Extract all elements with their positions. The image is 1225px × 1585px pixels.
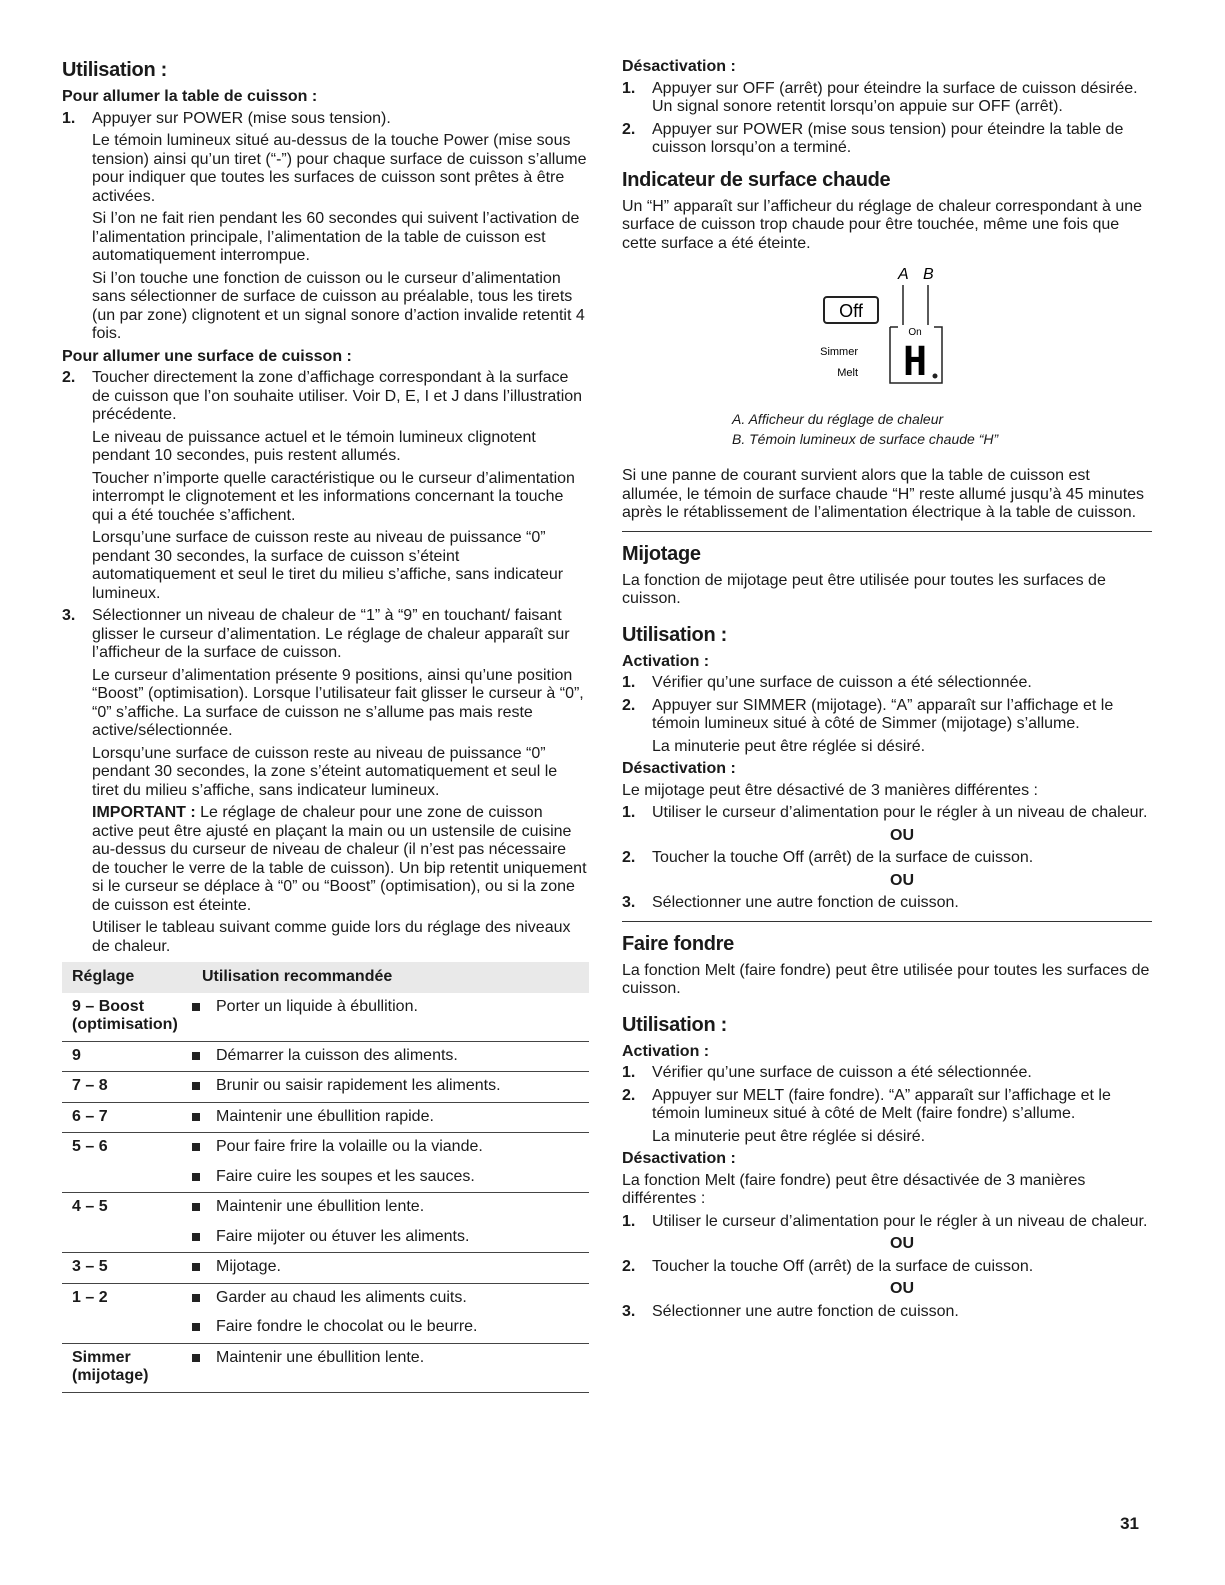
caption-b: B. Témoin lumineux de surface chaude “H” bbox=[732, 431, 999, 447]
step-number: 1. bbox=[62, 109, 76, 127]
step-text: Appuyer sur MELT (faire fondre). “A” apparaît sur l’affichage et le témoin lumineux situé à côté de Melt (faire fondre) s’allume. bbox=[652, 1086, 1111, 1122]
setting-level: 9 – Boost (optimisation) bbox=[62, 993, 192, 1042]
setting-level bbox=[62, 1223, 192, 1253]
ou-separator: OU bbox=[890, 871, 914, 889]
h-display: H bbox=[902, 339, 928, 385]
table-row bbox=[62, 1343, 589, 1392]
step-text: Appuyer sur POWER (mise sous tension) pour éteindre la table de cuisson lorsqu’on a terminé. bbox=[652, 120, 1124, 156]
square-bullet-icon bbox=[192, 1003, 200, 1011]
step-3 bbox=[62, 607, 587, 663]
recommended-use: Démarrer la cuisson des aliments. bbox=[216, 1041, 589, 1072]
paragraph: Le témoin lumineux situé au-dessus de la touche Power (mise sous tension) ainsi qu’un tiret (“-”) pour chaque surface de cuisson s’allume pour indiquer que toutes les surfaces de cuisson sont prêtes à être activées. bbox=[92, 132, 587, 205]
bullet-cell bbox=[192, 1041, 216, 1072]
list-item bbox=[622, 849, 1152, 868]
step-number: 2. bbox=[622, 1257, 636, 1275]
list-item bbox=[622, 697, 1152, 734]
recommended-use: Maintenir une ébullition rapide. bbox=[216, 1102, 589, 1133]
heat-settings-table bbox=[62, 962, 589, 1393]
list-item bbox=[622, 1087, 1152, 1124]
list-item bbox=[622, 1064, 1152, 1083]
table-row bbox=[62, 1223, 589, 1253]
step-text: Vérifier qu’une surface de cuisson a été sélectionnée. bbox=[652, 674, 1032, 691]
table-row bbox=[62, 1283, 589, 1313]
square-bullet-icon bbox=[192, 1082, 200, 1090]
bullet-cell bbox=[192, 1283, 216, 1313]
bullet-cell bbox=[192, 1163, 216, 1193]
recommended-use: Maintenir une ébullition lente. bbox=[216, 1198, 425, 1215]
list-item bbox=[622, 1303, 1152, 1322]
subheading-allumer-table: Pour allumer la table de cuisson : bbox=[62, 88, 318, 105]
step-number: 1. bbox=[622, 804, 636, 821]
hot-surface-diagram bbox=[622, 263, 1152, 403]
step-number: 3. bbox=[62, 607, 76, 624]
table-row bbox=[62, 1102, 589, 1133]
setting-level: 9 bbox=[62, 1041, 192, 1072]
simmer-label: Simmer bbox=[820, 346, 858, 358]
setting-level: 6 – 7 bbox=[62, 1102, 192, 1133]
square-bullet-icon bbox=[192, 1113, 200, 1121]
step-text: Utiliser le curseur d’alimentation pour le régler à un niveau de chaleur. bbox=[652, 804, 1148, 821]
setting-level: 1 – 2 bbox=[72, 1288, 108, 1306]
recommended-use: Faire mijoter ou étuver les aliments. bbox=[216, 1223, 589, 1253]
off-label: Off bbox=[839, 301, 863, 321]
paragraph: Lorsqu’une surface de cuisson reste au niveau de puissance “0” pendant 30 secondes, la zone s’éteint automatiquement et seul le tiret du milieu s’affiche, sans indicateur lumineux. bbox=[92, 744, 558, 799]
step-number: 2. bbox=[62, 369, 76, 386]
setting-level bbox=[62, 1313, 192, 1343]
recommended-use: Maintenir une ébullition lente. bbox=[216, 1343, 589, 1392]
table-header-row bbox=[62, 962, 589, 993]
bullet-cell bbox=[192, 1253, 216, 1284]
step-2 bbox=[62, 369, 587, 425]
setting-level: 7 – 8 bbox=[62, 1072, 192, 1103]
paragraph: Si l’on ne fait rien pendant les 60 secondes qui suivent l’activation de l’alimentation principale, l’alimentation de la table de cuisson est automatiquement interrompue. bbox=[92, 210, 580, 264]
label-a: A bbox=[898, 266, 909, 283]
recommended-use: Mijotage. bbox=[216, 1253, 589, 1284]
hot-surface-figure bbox=[622, 263, 1152, 403]
section-title-mijotage: Mijotage bbox=[622, 542, 701, 565]
subheading-desactivation: Désactivation : bbox=[622, 1150, 736, 1167]
recommended-use: Porter un liquide à ébullition. bbox=[216, 993, 589, 1042]
step-number: 2. bbox=[622, 849, 636, 866]
step-number: 1. bbox=[622, 1064, 636, 1081]
column-header-reglage: Réglage bbox=[72, 968, 135, 985]
paragraph: La minuterie peut être réglée si désiré. bbox=[652, 1127, 926, 1145]
subheading-desactivation: Désactivation : bbox=[622, 760, 736, 777]
recommended-use: Garder au chaud les aliments cuits. bbox=[216, 1288, 467, 1306]
bullet-cell bbox=[192, 1223, 216, 1253]
list-item bbox=[622, 674, 1152, 693]
square-bullet-icon bbox=[192, 1354, 200, 1362]
step-number: 1. bbox=[622, 1212, 636, 1230]
square-bullet-icon bbox=[192, 1294, 200, 1302]
setting-level: Simmer (mijotage) bbox=[62, 1343, 192, 1392]
list-item bbox=[622, 121, 1152, 158]
table-row bbox=[62, 1133, 589, 1163]
left-column bbox=[62, 58, 587, 1393]
label-b: B bbox=[923, 266, 934, 283]
right-column bbox=[622, 58, 1152, 1325]
square-bullet-icon bbox=[192, 1143, 200, 1151]
square-bullet-icon bbox=[192, 1173, 200, 1181]
step-text: Sélectionner un niveau de chaleur de “1” à “9” en touchant/ faisant glisser le curseur d’alimentation. Le réglage de chaleur apparaît sur l’afficheur de la surface de cuisson. bbox=[92, 607, 570, 661]
list-item bbox=[622, 80, 1152, 117]
paragraph: Un “H” apparaît sur l’afficheur du réglage de chaleur correspondant à une surface de cuisson trop chaude pour être touchée, même une fois que cette surface a été éteinte. bbox=[622, 197, 1143, 252]
paragraph: Le curseur d’alimentation présente 9 positions, ainsi qu’une position “Boost” (optimisation). Lorsque l’utilisateur fait glisser le curseur à “0”, “0” s’affiche. La surface de cuisson ne s’allume pas mais reste active/sélectionnée. bbox=[92, 666, 584, 739]
paragraph: Si l’on touche une fonction de cuisson ou le curseur d’alimentation sans sélectionner de surface de cuisson au préalable, tous les tirets (un par zone) clignotent et un signal sonore d’action invalide retentit 4 fois. bbox=[92, 269, 585, 342]
step-text: Toucher directement la zone d’affichage correspondant à la surface de cuisson que l’on souhaite utiliser. Voir D, E, I et J dans l’illustration précédente. bbox=[92, 369, 583, 423]
bullet-cell bbox=[192, 1133, 216, 1163]
square-bullet-icon bbox=[192, 1052, 200, 1060]
paragraph: La minuterie peut être réglée si désiré. bbox=[652, 737, 926, 755]
paragraph: La fonction de mijotage peut être utilisée pour toutes les surfaces de cuisson. bbox=[622, 571, 1106, 607]
column-header-utilisation: Utilisation recommandée bbox=[202, 968, 393, 985]
step-number: 1. bbox=[622, 79, 636, 97]
bullet-cell bbox=[192, 1102, 216, 1133]
paragraph: Le niveau de puissance actuel et le témoin lumineux clignotent pendant 10 secondes, puis restent allumés. bbox=[92, 428, 536, 464]
setting-level: 4 – 5 bbox=[72, 1198, 108, 1215]
list-item bbox=[622, 1258, 1152, 1277]
table-body bbox=[62, 993, 589, 1393]
step-text: Sélectionner une autre fonction de cuisson. bbox=[652, 1302, 959, 1320]
paragraph: La fonction Melt (faire fondre) peut être désactivée de 3 manières différentes : bbox=[622, 1171, 1086, 1207]
section-title-utilisation: Utilisation : bbox=[622, 1013, 727, 1036]
section-title-faire-fondre: Faire fondre bbox=[622, 932, 734, 955]
table-row bbox=[62, 1253, 589, 1284]
table-row bbox=[62, 1072, 589, 1103]
table-row bbox=[62, 993, 589, 1042]
important-text: Le réglage de chaleur pour une zone de cuisson active peut être ajusté en plaçant la main ou un ustensile de cuisine au-dessus du curseur de niveau de chaleur (il n’est pas nécessaire de toucher le verre de la table de cuisson). Un bip retentit uniquement si le curseur se déplace à “0” ou “Boost” (optimisation), ou si la zone de cuisson est éteinte. bbox=[92, 804, 587, 914]
step-1 bbox=[62, 110, 587, 129]
ou-separator: OU bbox=[890, 1235, 914, 1252]
paragraph: Toucher n’importe quelle caractéristique ou le curseur d’alimentation interrompt le clignotement et les informations concernant la touche qui a été touchée s’affichent. bbox=[92, 469, 575, 524]
recommended-use: Faire fondre le chocolat ou le beurre. bbox=[216, 1313, 589, 1343]
paragraph: Utiliser le tableau suivant comme guide lors du réglage des niveaux de chaleur. bbox=[92, 919, 571, 955]
subheading-allumer-surface: Pour allumer une surface de cuisson : bbox=[62, 347, 352, 365]
step-text: Vérifier qu’une surface de cuisson a été sélectionnée. bbox=[652, 1064, 1032, 1081]
recommended-use: Faire cuire les soupes et les sauces. bbox=[216, 1163, 589, 1193]
caption-a: A. Afficheur du réglage de chaleur bbox=[732, 411, 944, 427]
list-item bbox=[622, 1213, 1152, 1232]
table-row bbox=[62, 1193, 589, 1223]
important-label: IMPORTANT : bbox=[92, 804, 196, 821]
setting-level: 5 – 6 bbox=[72, 1138, 108, 1155]
paragraph: Lorsqu’une surface de cuisson reste au niveau de puissance “0” pendant 30 secondes, la surface de cuisson s’éteint automatiquement et seul le tiret du milieu s’affiche, sans indicateur lumineux. bbox=[92, 529, 564, 602]
setting-level bbox=[62, 1163, 192, 1193]
step-number: 2. bbox=[622, 696, 636, 714]
step-number: 3. bbox=[622, 894, 636, 911]
section-divider bbox=[622, 921, 1152, 922]
bullet-cell bbox=[192, 1193, 216, 1223]
paragraph: La fonction Melt (faire fondre) peut être utilisée pour toutes les surfaces de cuisson. bbox=[622, 961, 1150, 997]
square-bullet-icon bbox=[192, 1203, 200, 1211]
melt-label: Melt bbox=[837, 367, 858, 379]
page-number: 31 bbox=[1120, 1514, 1139, 1533]
section-divider bbox=[622, 531, 1152, 532]
ou-separator: OU bbox=[890, 1280, 914, 1297]
subheading-desactivation: Désactivation : bbox=[622, 58, 736, 75]
square-bullet-icon bbox=[192, 1263, 200, 1271]
setting-level: 3 – 5 bbox=[62, 1253, 192, 1284]
step-text: Toucher la touche Off (arrêt) de la surface de cuisson. bbox=[652, 849, 1034, 866]
list-item bbox=[622, 804, 1152, 823]
section-title-utilisation: Utilisation : bbox=[622, 623, 727, 646]
square-bullet-icon bbox=[192, 1233, 200, 1241]
step-text: Toucher la touche Off (arrêt) de la surface de cuisson. bbox=[652, 1257, 1034, 1275]
step-number: 2. bbox=[622, 120, 636, 138]
subheading-activation: Activation : bbox=[622, 652, 710, 670]
step-number: 3. bbox=[622, 1302, 636, 1320]
section-title-utilisation: Utilisation : bbox=[62, 59, 167, 81]
ou-separator: OU bbox=[890, 826, 914, 844]
bullet-cell bbox=[192, 1313, 216, 1343]
bullet-cell bbox=[192, 993, 216, 1042]
step-number: 1. bbox=[622, 674, 636, 691]
step-text: Appuyer sur OFF (arrêt) pour éteindre la surface de cuisson désirée. Un signal sonore retentit lorsqu’on appuie sur OFF (arrêt). bbox=[652, 79, 1138, 115]
paragraph: Si une panne de courant survient alors que la table de cuisson est allumée, le témoin de surface chaude “H” reste allumé jusqu’à 45 minutes après le rétablissement de l’alimentation électrique à la table de cuisson. bbox=[622, 467, 1145, 521]
step-text: Appuyer sur SIMMER (mijotage). “A” apparaît sur l’affichage et le témoin lumineux situé à côté de Simmer (mijotage) s’allume. bbox=[652, 696, 1114, 732]
bullet-cell bbox=[192, 1343, 216, 1392]
recommended-use: Brunir ou saisir rapidement les aliments. bbox=[216, 1072, 589, 1103]
recommended-use: Pour faire frire la volaille ou la viande. bbox=[216, 1138, 483, 1155]
table-row bbox=[62, 1313, 589, 1343]
important-note bbox=[92, 804, 587, 915]
square-bullet-icon bbox=[192, 1323, 200, 1331]
list-item bbox=[622, 894, 1152, 913]
table-row bbox=[62, 1163, 589, 1193]
step-number: 2. bbox=[622, 1086, 636, 1104]
bullet-cell bbox=[192, 1072, 216, 1103]
subheading-activation: Activation : bbox=[622, 1042, 710, 1060]
paragraph: Le mijotage peut être désactivé de 3 manières différentes : bbox=[622, 781, 1038, 799]
step-text: Appuyer sur POWER (mise sous tension). bbox=[92, 109, 391, 127]
section-title-indicateur: Indicateur de surface chaude bbox=[622, 168, 891, 191]
step-text: Sélectionner une autre fonction de cuisson. bbox=[652, 894, 959, 911]
table-row bbox=[62, 1041, 589, 1072]
on-label: On bbox=[908, 327, 922, 338]
step-text: Utiliser le curseur d’alimentation pour le régler à un niveau de chaleur. bbox=[652, 1212, 1148, 1230]
